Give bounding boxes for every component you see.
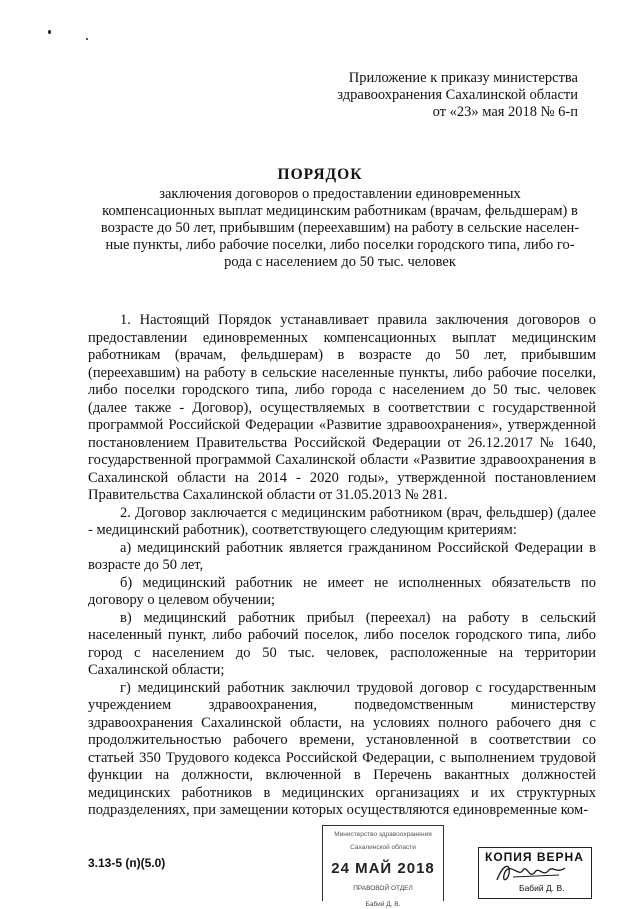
appendix-line: здравоохранения Сахалинской области: [337, 87, 578, 103]
document-body: [88, 312, 596, 820]
copy-stamp-name: Бабий Д. В.: [519, 883, 565, 893]
paragraph-2v: в) медицинский работник прибыл (переехал) на работу в сельский населенный пункт, либо рабочий поселок, либо поселок городского типа, либо город с населением до 50 тыс. человек, расположенные на территории Сахалинской области;: [88, 609, 596, 678]
stamp-date: 24 МАЙ 2018: [331, 860, 435, 877]
stamp-department: ПРАВОВОЙ ОТДЕЛ: [353, 885, 413, 892]
paragraph-2a: а) медицинский работник является гражданином Российской Федерации в возрасте до 50 лет,: [88, 539, 596, 573]
stamp-region-line: Сахалинской области: [350, 844, 416, 851]
subtitle-line: рода с населением до 50 тыс. человек: [224, 254, 456, 270]
appendix-line: от «23» мая 2018 № 6-п: [432, 104, 578, 120]
document-subtitle: [86, 186, 594, 271]
document-code: 3.13-5 (п)(5.0): [88, 856, 166, 870]
subtitle-line: компенсационных выплат медицинским работникам (врачам, фельдшерам) в: [102, 203, 578, 219]
subtitle-line: возрасте до 50 лет, прибывшим (переехавшим) на работу в сельские населен-: [100, 220, 580, 236]
paragraph-1: 1. Настоящий Порядок устанавливает правила заключения договоров о предоставлении единовременных компенсационных выплат медицинским работникам (врачам, фельдшерам) в возрасте до 50 лет, прибывшим (переехавшим) на работу в сельские населенные пункты, либо рабочие поселки, либо поселки городского типа, либо города с населением до 50 тыс. человек (далее также - Договор), осуществляемых в соответствии с государственной программой Российской Федерации «Развитие здравоохранения», утвержденной постановлением Правительства Российской Федерации от 26.12.2017 № 1640, государственной программой Сахалинской области «Развитие здравоохранения в Сахалинской области на 2014 - 2020 годы», утвержденной постановлением Правительства Сахалинской области от 31.05.2013 № 281.: [88, 312, 596, 503]
stamp-official: Бабий Д. В.: [365, 901, 401, 908]
subtitle-line: ные пункты, либо рабочие поселки, либо поселки городского типа, либо го-: [105, 237, 575, 253]
date-stamp: [322, 825, 444, 908]
copy-stamp-label: КОПИЯ ВЕРНА: [485, 850, 584, 864]
paragraph-2: 2. Договор заключается с медицинским работником (врач, фельдшер) (далее - медицинский работник), соответствующего следующим критериям:: [88, 504, 596, 538]
scan-speck: [48, 30, 51, 34]
paragraph-2b: б) медицинский работник не имеет не исполненных обязательств по договору о целевом обучении;: [88, 574, 596, 608]
document-title: ПОРЯДОК: [277, 166, 363, 183]
appendix-line: Приложение к приказу министерства: [348, 70, 578, 86]
stamp-ministry-line: Министерство здравоохранения: [334, 831, 432, 838]
appendix-header: [337, 70, 578, 121]
scan-speck: [86, 38, 88, 40]
subtitle-line: заключения договоров о предоставлении единовременных: [159, 186, 521, 202]
paragraph-2g: г) медицинский работник заключил трудовой договор с государственным учреждением здравоохранения, подведомственным министерству здравоохранения Сахалинской области, на условиях полного рабочего дня с продолжительностью рабочего времени, установленной в соответствии со статьей 350 Трудового кодекса Российской Федерации, с выполнением трудовой функции на должности, включенной в Перечень вакантных должностей медицинских работников в медицинских организациях и их структурных подразделениях, при замещении которых осуществляются единовременные ком-: [88, 679, 596, 818]
certified-copy-stamp: [478, 847, 592, 899]
